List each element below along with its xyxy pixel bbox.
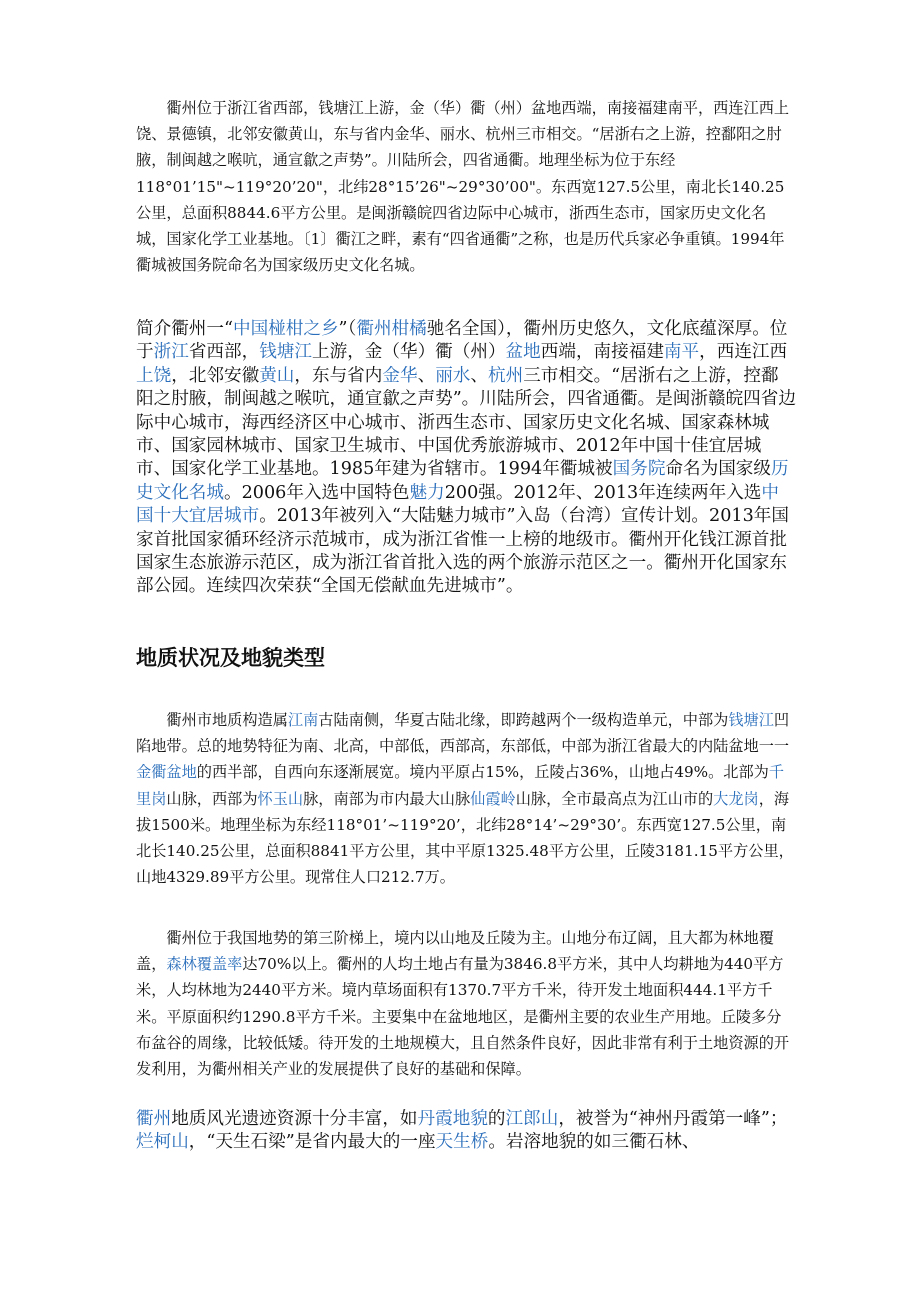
link-charm[interactable]: 魅力	[409, 482, 445, 503]
intro-text: 衢州位于浙江省西部，钱塘江上游，金（华）衢（州）盆地西端，南接福建南平，西连江西上饶、景德镇，北邻安徽黄山，东与省内金华、丽水、杭州三市相交。“居浙右之上游，控鄱阳之肘腋，制闽越之喉吭，通宣歙之声势”。川陆所会，四省通衢。地理坐标为位于东经118°01’15"~119°20’20"，北纬28°15’26"~29°30’00"。东西宽127.5公里，南北长140.25公里，总面积8844.6平方公里。是闽浙赣皖四省边际中心城市，浙西生态市，国家历史文化名城，国家化学工业基地。〔1〕衢江之畔，素有“四省通衢”之称，也是历代兵家必争重镇。1994年衢城被国务院命名为国家级历史文化名城。	[136, 99, 790, 275]
text: 的西半部，自西向东逐渐展宽。境内平原占15%，丘陵占36%，山地占49%。北部为	[196, 763, 769, 782]
land-paragraph	[136, 925, 796, 1082]
link-shangrao[interactable]: 上饶	[136, 365, 172, 386]
link-qianligang[interactable]: 千里岗	[136, 763, 785, 808]
text: 。2006年入选中国特色	[223, 482, 410, 503]
link-jinqu-basin[interactable]: 金衢盆地	[136, 763, 197, 782]
link-lanke-mountain[interactable]: 烂柯山	[136, 1132, 189, 1153]
link-qiantang-river[interactable]: 钱塘江	[728, 711, 774, 729]
profile-paragraph	[136, 318, 796, 599]
text: 省西部，	[188, 342, 260, 363]
text: 驰名全国），衢州历史悠久，文化底蕴深厚。位于	[136, 319, 788, 363]
link-quzhou[interactable]: 衢州	[136, 1109, 172, 1129]
text: ，东与省内	[294, 365, 383, 386]
link-jiangnan[interactable]: 江南	[287, 711, 319, 729]
link-historic-city[interactable]: 历史文化名城	[136, 459, 789, 503]
link-natural-bridge[interactable]: 天生桥	[435, 1132, 489, 1153]
geology-paragraph	[136, 707, 796, 890]
text: 脉，南部为市内最大山脉	[303, 789, 471, 808]
text: 衢州市地质构造属	[166, 711, 288, 729]
text: 、	[417, 365, 436, 386]
text: 西端，南接福建	[540, 342, 664, 363]
link-huaiyu-mountain[interactable]: 怀玉山	[257, 789, 304, 808]
text: 简介衢州一“	[136, 319, 233, 339]
text: 命名为国家级	[665, 459, 771, 480]
text: 山脉，全市最高点为江山市的	[515, 789, 714, 808]
link-china-ponkan[interactable]: 中国椪柑之乡	[232, 319, 339, 339]
intro-paragraph	[136, 95, 796, 278]
text: ，被誉为“神州丹霞第一峰”；	[558, 1109, 788, 1129]
section-heading: 地质状况及地貌类型	[136, 646, 325, 670]
link-huangshan[interactable]: 黄山	[259, 365, 295, 386]
text: 上游，金（华）衢（州）	[312, 342, 506, 363]
link-state-council[interactable]: 国务院	[612, 459, 666, 480]
link-zhejiang[interactable]: 浙江	[153, 342, 189, 363]
link-danxia-landform[interactable]: 丹霞地貌	[417, 1109, 488, 1129]
link-xianxia-ridge[interactable]: 仙霞岭	[470, 789, 516, 808]
relics-paragraph	[136, 1108, 796, 1155]
text: 山脉，西部为	[166, 789, 258, 808]
link-lishui[interactable]: 丽水	[435, 365, 471, 386]
text: 、	[470, 365, 488, 386]
text: ，北邻安徽	[171, 365, 260, 386]
link-livable-city[interactable]: 宜居城市	[188, 506, 260, 527]
text: 地质风光遗迹资源十分丰富，如	[171, 1109, 418, 1129]
text: ，海拔1500米。地理坐标为东经118°01’~119°20’，北纬28°14’~29°30’。东西宽127.5公里，南北长140.25公里，总面积8841平方公里，其中平原1325.48平方公里，丘陵3181.15平方公里，山地4329.89平方公里。现常住人口212.7万。	[136, 789, 794, 887]
text: ，“天生石梁”是省内最大的一座	[188, 1132, 436, 1153]
text: 达70%以上。衢州的人均土地占有量为3846.8平方米，其中人均耕地为440平方米，人均林地为2440平方米。境内草场面积有1370.7平方千米，待开发土地面积444.1平方千米。平原面积约1290.8平方千米。主要集中在盆地地区，是衢州主要的农业生产用地。丘陵多分布盆谷的周缘，比较低矮。待开发的土地规模大，且自然条件良好，因此非常有利于土地资源的开发利用，为衢州相关产业的发展提供了良好的基础和保障。	[136, 955, 790, 1079]
text: 三市相交。“居浙右之上游，控鄱阳之肘腋，制闽越之喉吭，通宣歙之声势”。川陆所会，四省通衢。是闽浙赣皖四省边际中心城市，海西经济区中心城市、浙西生态市、国家历史文化名城、国家森林城市、国家园林城市、国家卫生城市、中国优秀旅游城市、2012年中国十佳宜居城市、国家化学工业基地。1985年建为省辖市。1994年衢城被	[136, 365, 796, 480]
link-dalonggang[interactable]: 大龙岗	[713, 789, 759, 808]
text: 古陆南侧，华夏古陆北缘，即跨越两个一级构造单元，中部为	[318, 711, 729, 729]
link-forest-coverage[interactable]: 森林覆盖率	[166, 955, 243, 974]
text: 凹陷地带。总的地势特征为南、北高，中部低，西部高，东部低，中部为浙江省最大的内陆盆地一一	[136, 711, 790, 756]
text: 衢州位于我国地势的第三阶梯上，境内以山地及丘陵为主。山地分布辽阔，且大都为林地覆盖，	[136, 929, 774, 974]
text: 。2013年被列入“大陆魅力城市”入岛（台湾）宣传计划。2013年国家首批国家循环经济示范城市，成为浙江省惟一上榜的地级市。衢州开化钱江源首批国家生态旅游示范区，成为浙江省首批入选的两个旅游示范区之一。衢州开化国家东部公园。连续四次荣获“全国无偿献血先进城市”。	[136, 506, 789, 597]
text: 。岩溶地貌的如三衢石林、	[488, 1132, 700, 1153]
text: 的	[487, 1109, 506, 1129]
text: ”（	[338, 319, 357, 339]
link-jinhua[interactable]: 金华	[382, 365, 418, 386]
link-china-top-ten[interactable]: 中国十大	[136, 482, 779, 527]
link-basin[interactable]: 盆地	[505, 342, 541, 363]
link-jianglang-mountain[interactable]: 江郎山	[505, 1109, 559, 1129]
text: ，西连江西	[699, 342, 788, 363]
text: 200强。2012年、2013年连续两年入选	[444, 482, 762, 503]
link-quzhou-citrus[interactable]: 衢州柑橘	[356, 319, 427, 339]
link-nanping[interactable]: 南平	[663, 342, 700, 363]
link-hangzhou[interactable]: 杭州	[488, 365, 524, 386]
link-qiantang-river[interactable]: 钱塘江	[259, 342, 312, 363]
